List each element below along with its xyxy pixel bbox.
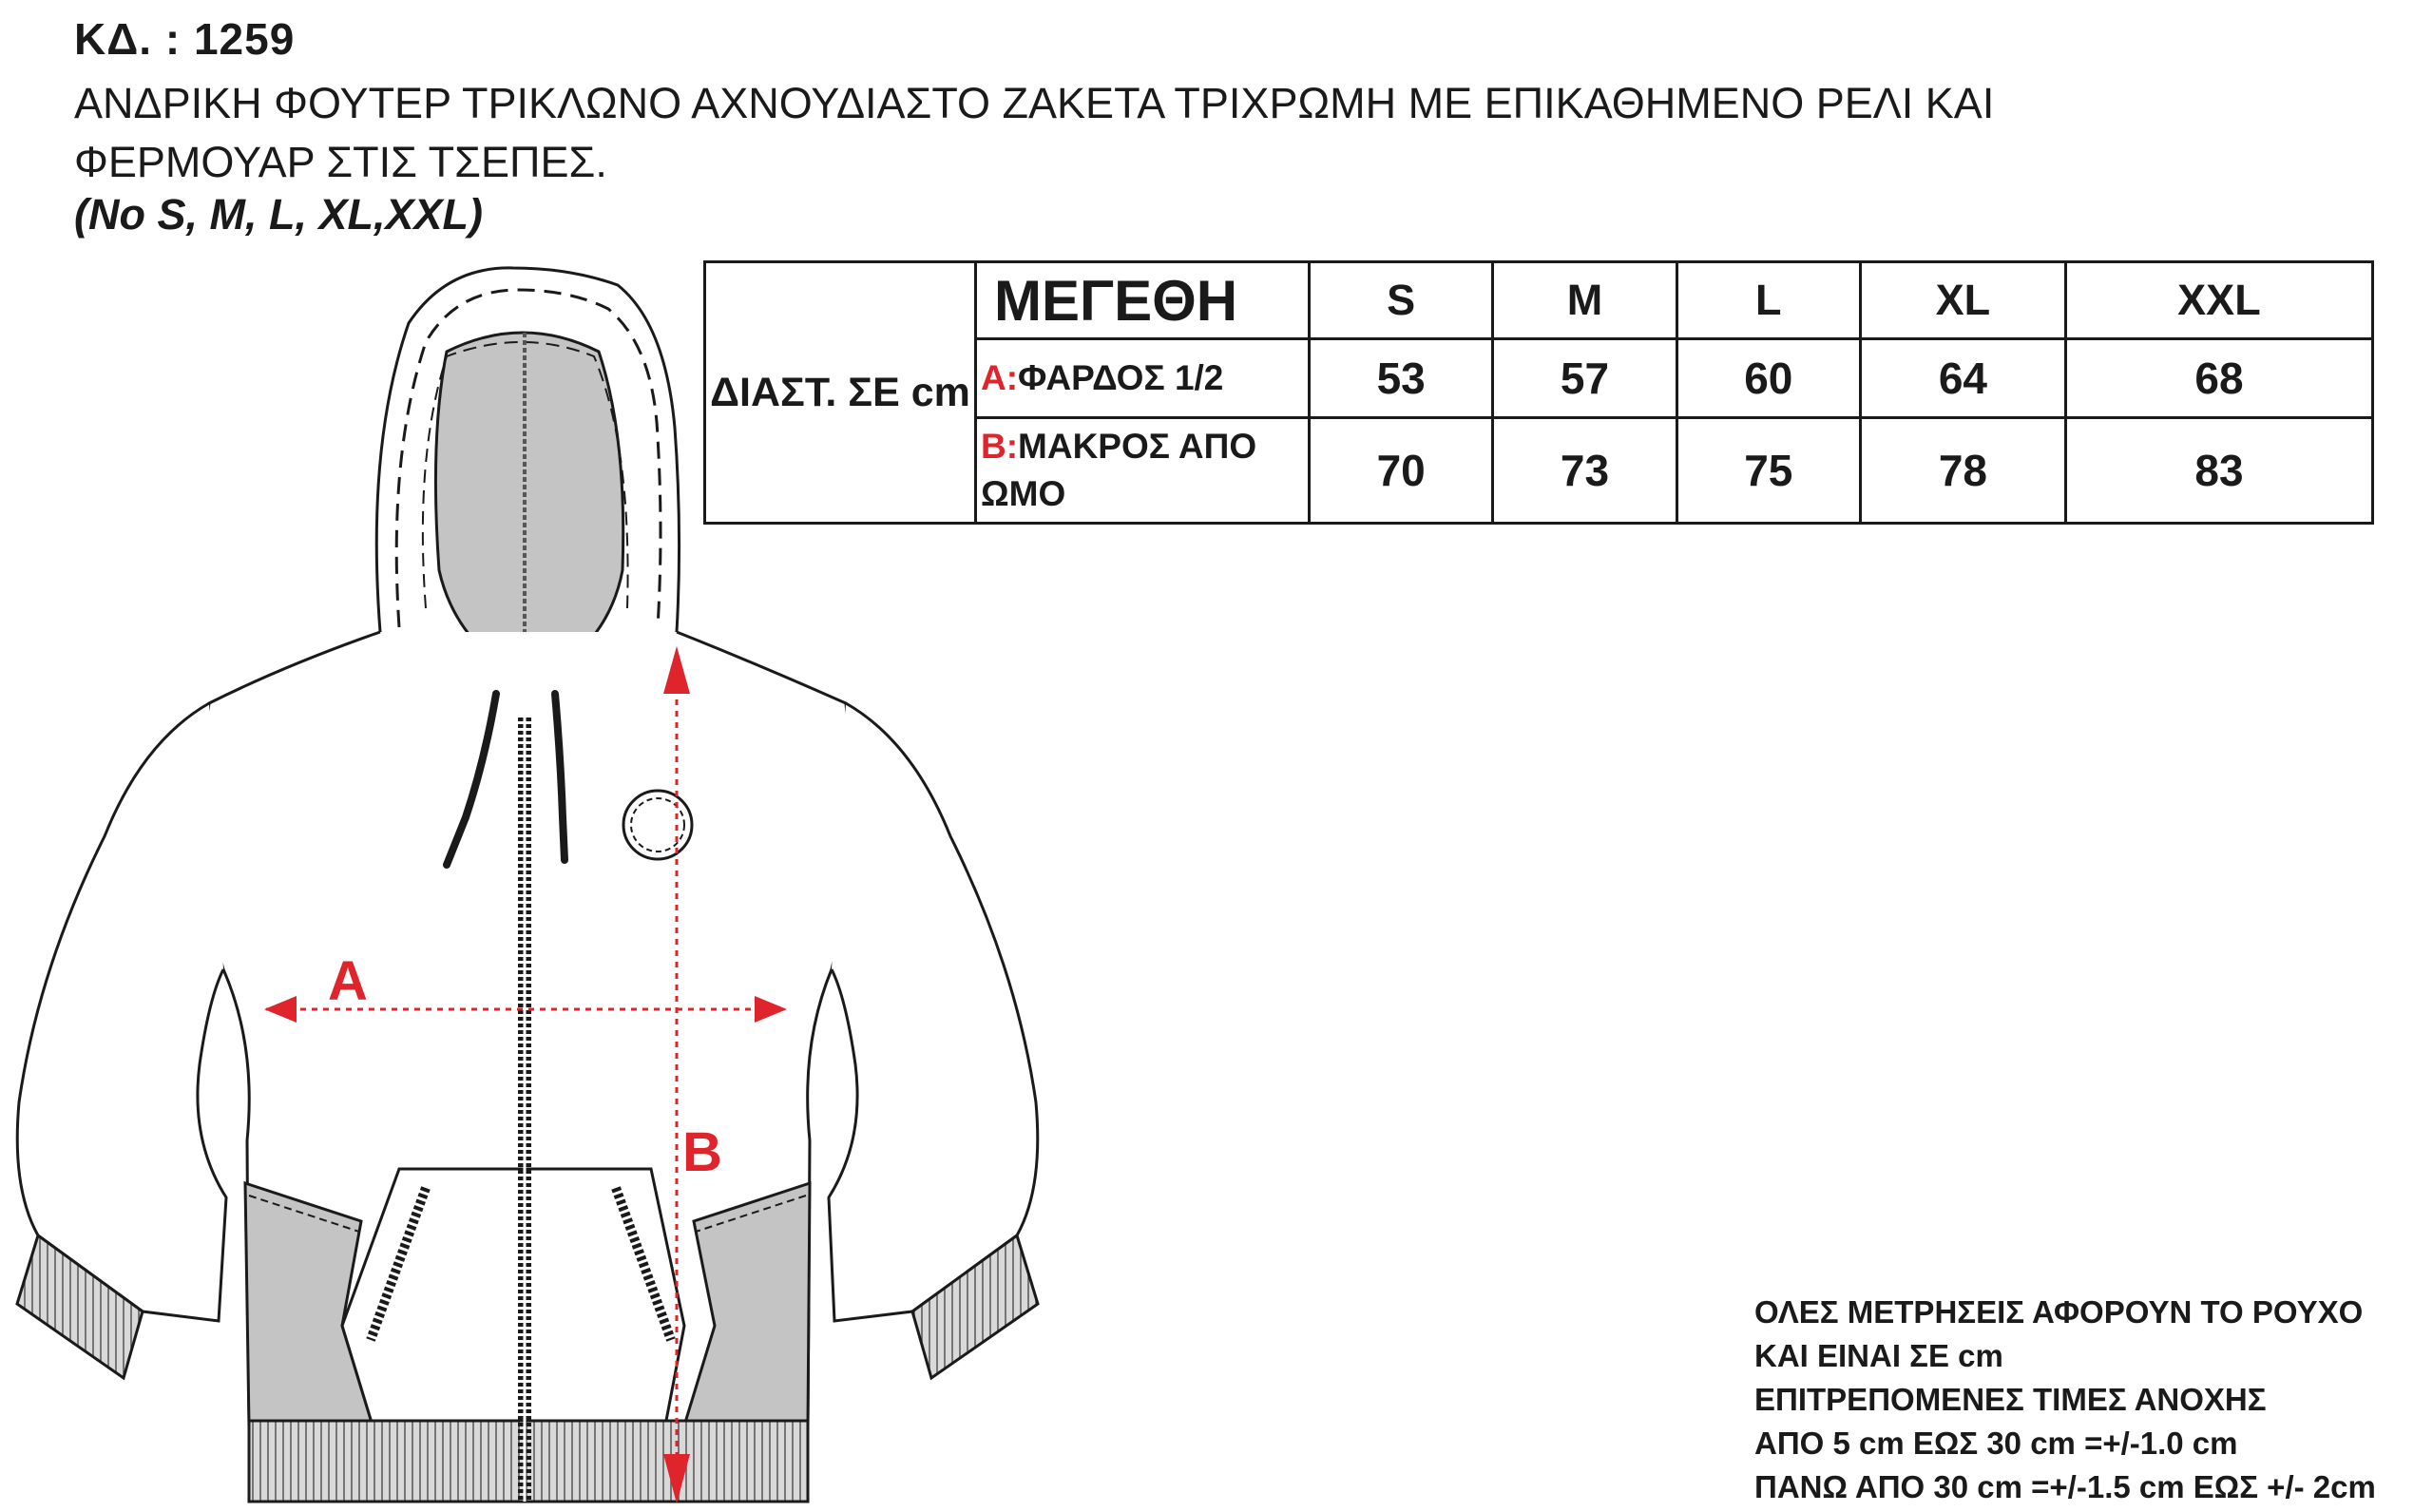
- value-cell: 70: [1310, 418, 1493, 524]
- hood-lining: [435, 333, 623, 684]
- right-sleeve: [829, 703, 1038, 1321]
- size-col-xxl: XXL: [2065, 262, 2372, 339]
- dimension-unit-label: ΔΙΑΣΤ. ΣΕ cm: [705, 262, 976, 524]
- note-line-5: ΠΑΝΩ ΑΠΟ 30 cm =+/-1.5 cm ΕΩΣ +/- 2cm: [1754, 1469, 2376, 1504]
- size-col-s: S: [1310, 262, 1493, 339]
- left-sleeve: [17, 703, 226, 1321]
- available-sizes: (No S, M, L, XL,XXL): [74, 190, 483, 239]
- value-cell: 60: [1676, 339, 1860, 418]
- chest-badge: [623, 791, 692, 859]
- row-letter-a: A:: [981, 358, 1019, 397]
- value-cell: 83: [2065, 418, 2372, 524]
- value-cell: 75: [1676, 418, 1860, 524]
- note-line-3: ΕΠΙΤΡΕΠΟΜΕΝΕΣ ΤΙΜΕΣ ΑΝΟΧΗΣ: [1754, 1382, 2267, 1417]
- measure-label-a: A: [328, 950, 368, 1012]
- row-letter-b: B:: [981, 427, 1019, 466]
- value-cell: 73: [1493, 418, 1676, 524]
- description-line-1: ΑΝΔΡΙΚΗ ΦΟΥΤΕΡ ΤΡΙΚΛΩΝΟ ΑΧΝΟΥΔΙΑΣΤΟ ΖΑΚΕΤΑ ΤΡΙΧΡΩΜΗ ΜΕ ΕΠΙΚΑΘΗΜΕΝΟ ΡΕΛΙ ΚΑΙ: [74, 79, 1995, 127]
- description-line-2: ΦΕΡΜΟΥΑΡ ΣΤΙΣ ΤΣΕΠΕΣ.: [74, 138, 607, 186]
- row-text-length: ΜΑΚΡΟΣ ΑΠΟ ΩΜΟ: [981, 427, 1257, 513]
- value-cell: 64: [1860, 339, 2065, 418]
- size-col-xl: XL: [1860, 262, 2065, 339]
- product-code: ΚΔ. : 1259: [74, 14, 296, 64]
- sizes-header-label: ΜΕΓΕΘΗ: [976, 262, 1310, 339]
- measure-label-b: B: [682, 1121, 722, 1183]
- size-col-m: M: [1493, 262, 1676, 339]
- product-description: [74, 74, 2165, 192]
- row-text-width: ΦΑΡΔΟΣ 1/2: [1018, 358, 1224, 397]
- size-col-l: L: [1676, 262, 1860, 339]
- value-cell: 78: [1860, 418, 2065, 524]
- note-line-4: ΑΠΟ 5 cm ΕΩΣ 30 cm =+/-1.0 cm: [1754, 1426, 2238, 1461]
- note-line-1: ΟΛΕΣ ΜΕΤΡΗΣΕΙΣ ΑΦΟΡΟΥΝ ΤΟ ΡΟΥΧΟ: [1754, 1294, 2364, 1330]
- hoodie-technical-sketch: [0, 247, 1064, 1512]
- kangaroo-pocket: [342, 1169, 684, 1426]
- value-cell: 68: [2065, 339, 2372, 418]
- value-cell: 53: [1310, 339, 1493, 418]
- note-line-2: ΚΑΙ ΕΙΝΑΙ ΣΕ cm: [1754, 1338, 2003, 1373]
- measurement-notes: [1754, 1291, 2376, 1509]
- value-cell: 57: [1493, 339, 1676, 418]
